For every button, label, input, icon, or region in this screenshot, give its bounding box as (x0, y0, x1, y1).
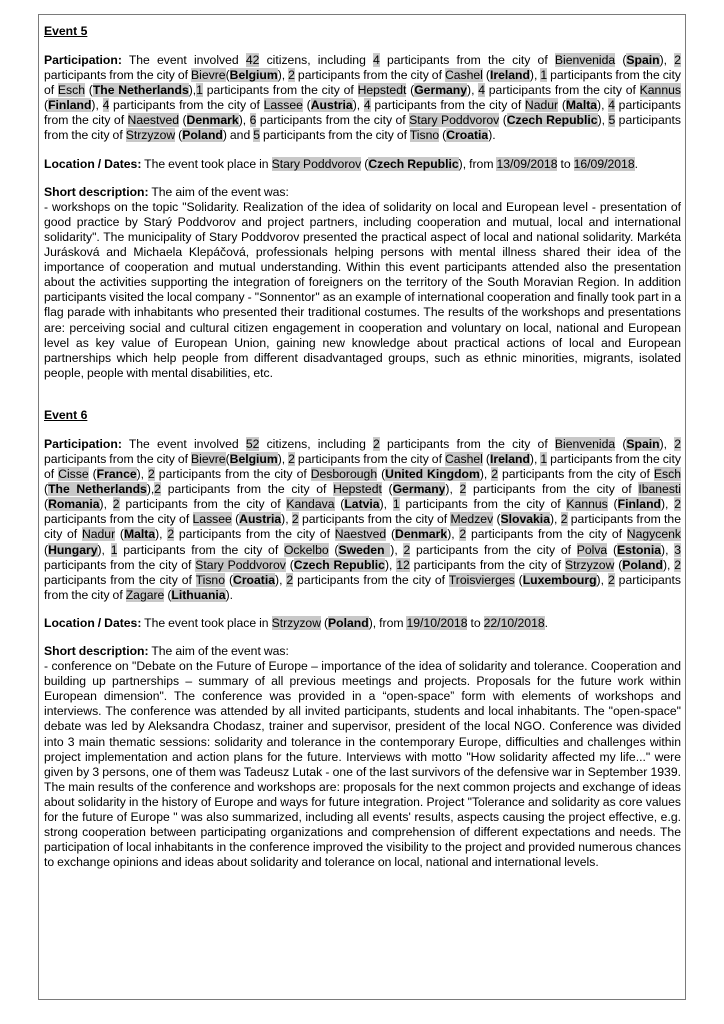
value-highlight: 2 (403, 542, 411, 557)
text-run: participants from the city of (466, 482, 639, 497)
text-run: ), (146, 482, 155, 497)
text-run: participants from the city of (44, 113, 681, 143)
description-paragraph (44, 185, 681, 381)
text-run: ( (386, 527, 396, 542)
value-highlight: 1 (540, 451, 548, 466)
text-run: ( (334, 497, 345, 512)
value-highlight: Bievre (191, 451, 226, 466)
document-frame (38, 14, 686, 1000)
text-run: ( (607, 542, 618, 557)
text-run: participants from the city of (44, 512, 681, 542)
value-highlight: Hepstedt (357, 83, 407, 98)
text-run: ), (597, 98, 609, 113)
value-highlight: 16/09/2018 (573, 156, 635, 171)
country-highlight: Poland (328, 615, 369, 630)
text-run: The event took place in (141, 156, 272, 171)
text-run: participants from the city of (161, 482, 334, 497)
value-highlight: 2 (674, 436, 681, 451)
text-run: ), (445, 482, 460, 497)
value-highlight: 6 (249, 113, 257, 128)
value-highlight: 2 (674, 497, 681, 512)
value-highlight: 2 (286, 572, 294, 587)
text-run: ), from (368, 615, 407, 630)
section-spacer (44, 394, 681, 408)
country-highlight: Sweden (338, 542, 391, 557)
text-run: ), (155, 527, 168, 542)
location-text (141, 157, 638, 171)
text-run: participants from the city of (410, 542, 577, 557)
text-run: participants from the city of (256, 113, 410, 128)
country-highlight: Belgium (229, 68, 278, 83)
value-highlight: Tisno (409, 128, 440, 143)
text-run: ). (225, 587, 234, 602)
text-run: participants from the city of (44, 512, 193, 527)
country-highlight: Denmark (395, 527, 448, 542)
value-highlight: 52 (245, 436, 260, 451)
text-run: ( (607, 497, 618, 512)
value-highlight: 2 (288, 451, 295, 466)
value-highlight: 5 (253, 128, 260, 143)
text-run: ( (44, 497, 49, 512)
text-run: ( (514, 572, 523, 587)
value-highlight: Kannus (566, 497, 608, 512)
text-run: ), (596, 572, 608, 587)
text-run: ), (390, 542, 404, 557)
value-highlight: Kannus (639, 83, 681, 98)
value-highlight: 2 (459, 527, 467, 542)
text-run: participants from the city of (109, 98, 264, 113)
value-highlight: Cashel (444, 68, 483, 83)
location-paragraph (44, 157, 681, 172)
text-run: The event took place in (141, 615, 272, 630)
value-highlight: Zagare (125, 587, 165, 602)
text-run: ( (482, 68, 490, 83)
value-highlight: 2 (154, 482, 162, 497)
description-paragraph (44, 644, 681, 870)
value-highlight: 42 (245, 53, 260, 67)
location-label: Location / Dates: (44, 156, 142, 171)
text-run: participants from the city of (44, 98, 682, 128)
country-highlight: France (96, 467, 137, 482)
description-label: Short description: (44, 184, 149, 199)
value-highlight: 2 (560, 512, 568, 527)
text-run: participants from the city of (399, 497, 567, 512)
text-run: participants from the city of (44, 68, 192, 83)
country-highlight: Malta (123, 527, 156, 542)
text-run: ( (88, 467, 97, 482)
value-highlight: Nagycenk (626, 527, 681, 542)
text-run: participants from the city of (44, 572, 682, 602)
text-run: ), (99, 497, 113, 512)
text-run: ), (661, 542, 675, 557)
text-run: participants from the city of (154, 467, 311, 482)
country-highlight: Croatia (233, 572, 276, 587)
country-highlight: Latvia (344, 497, 380, 512)
event-section (44, 408, 681, 871)
text-run: ), (97, 542, 111, 557)
value-highlight: 2 (459, 482, 467, 497)
text-run: ), (281, 512, 292, 527)
text-run: ), (659, 436, 675, 451)
text-run: ( (225, 451, 230, 466)
country-highlight: Poland (182, 128, 223, 143)
value-highlight: 2 (167, 527, 175, 542)
value-highlight: 4 (363, 98, 371, 113)
text-run: participants from the city of (370, 98, 525, 113)
text-run: ( (44, 98, 49, 113)
value-highlight: Lassee (263, 98, 303, 113)
country-highlight: Spain (626, 436, 660, 451)
value-highlight: Ockelbo (283, 542, 329, 557)
value-highlight: Strzyzow (271, 615, 321, 630)
text-run: participants from the city of (379, 436, 555, 451)
value-highlight: Cisse (58, 467, 89, 482)
country-highlight: Belgium (229, 451, 278, 466)
text-run: ( (285, 557, 294, 572)
value-highlight: Troisvierges (448, 572, 515, 587)
country-highlight: Hungary (48, 542, 98, 557)
text-run: ( (225, 572, 234, 587)
text-run: ( (377, 467, 386, 482)
text-run: participants from the city of (44, 572, 196, 587)
country-highlight: Germany (414, 83, 468, 98)
value-highlight: Nadur (524, 98, 559, 113)
value-highlight: 2 (148, 467, 155, 482)
description-text: - conference on "Debate on the Future of Europe – importance of the idea of solidarity and tolerance. Cooperation and building up partnerships – summary of all previous meetings and projects. Proposals for the future work within European dimension". The conference was provided in a “open-space” form with elements of workshops and interviews. The conference was attended by all invited participants, students and local inhabitants. The "open-space" debate was led by Aleksandra Chodasz, trainer and supervisor, president of the local NGO. Conference was divided into 3 main thematic sessions: solidarity and tolerance in the contemporary Europe, difficulties and challenges within project implementation and action plans for the future. Interviews with motto "How solidarity affected my life..." were given by 3 persons, one of them was Tadeusz Lutak - one of the last survivors of the defensive war in September 1939. The main results of the conference and workshops are: proposals for the next common projects and exchange of ideas about solidarity in the history of Europe and ways for future integration. Project "Tolerance and solidarity as core values for the future of Europe " was also summarized, including all events' results, aspects causing the project effective, e.g. strong cooperation between participating organizations and comprehension of different expectations and needs. The participation of local inhabitants in the conference improved the visibility to the project and provided numerous chances to exchange opinions and ideas about solidarity and tolerance on local, national and international levels. (44, 659, 681, 870)
country-highlight: Austria (310, 98, 353, 113)
text-run: participants from the city of (293, 572, 449, 587)
country-highlight: Lithuania (171, 587, 226, 602)
value-highlight: Kandava (286, 497, 335, 512)
text-run: ), (529, 451, 541, 466)
country-highlight: Austria (239, 512, 282, 527)
text-run: ). (488, 128, 496, 143)
value-highlight: 4 (102, 98, 110, 113)
text-run: The event involved (121, 53, 246, 67)
value-highlight: 4 (608, 98, 615, 113)
text-run: ( (482, 451, 490, 466)
country-highlight: Spain (626, 53, 660, 67)
text-run: ), (238, 113, 250, 128)
text-run: participants from the city of (409, 557, 565, 572)
text-run: ), (662, 557, 675, 572)
text-run: ), (275, 572, 287, 587)
value-highlight: 2 (288, 68, 295, 83)
country-highlight: Czech Republic (293, 557, 385, 572)
text-run: participants from the city of (44, 557, 196, 572)
text-run: ), (447, 527, 460, 542)
value-highlight: 1 (196, 83, 203, 98)
text-run: participants from the city of (466, 527, 627, 542)
text-run: ( (175, 128, 183, 143)
text-run: ( (615, 436, 627, 451)
location-label: Location / Dates: (44, 615, 142, 630)
event-title: Event 6 (44, 407, 88, 422)
value-highlight: Esch (57, 83, 86, 98)
text-run: ( (361, 156, 369, 171)
text-run: to (557, 156, 574, 171)
text-run: participants from the city of (498, 467, 654, 482)
value-highlight: Strzyzow (564, 557, 615, 572)
text-run: ( (164, 587, 172, 602)
text-run: ), (277, 451, 289, 466)
value-highlight: 22/10/2018 (483, 615, 545, 630)
value-highlight: Ibanesti (638, 482, 682, 497)
event-section (44, 24, 681, 381)
text-run: participants from the city of (174, 527, 335, 542)
text-run: participants from the city of (119, 497, 287, 512)
text-run: participants from the city of (485, 83, 640, 98)
text-run: citizens, including (259, 436, 374, 451)
text-run: ), (136, 467, 149, 482)
value-highlight: 13/09/2018 (496, 156, 558, 171)
text-run: ( (381, 482, 393, 497)
value-highlight: Medzev (450, 512, 494, 527)
text-run: ), (188, 83, 197, 98)
country-highlight: Slovakia (500, 512, 550, 527)
value-highlight: 2 (373, 436, 380, 451)
country-highlight: Czech Republic (506, 113, 598, 128)
text-run: participants from the city of (44, 68, 681, 98)
text-run: ( (328, 542, 339, 557)
text-run: participants from the city of (44, 451, 192, 466)
text-run: ( (558, 98, 566, 113)
text-run: ), (352, 98, 364, 113)
value-highlight: 4 (373, 53, 380, 67)
value-highlight: Desborough (310, 467, 378, 482)
value-highlight: 2 (491, 467, 499, 482)
participation-paragraph (44, 53, 681, 144)
text-run: ( (406, 83, 415, 98)
text-run: ( (493, 512, 501, 527)
value-highlight: Strzyzow (125, 128, 176, 143)
text-run: ( (179, 113, 187, 128)
text-run: ), (277, 68, 289, 83)
text-run: ( (44, 482, 49, 497)
country-highlight: Czech Republic (368, 156, 459, 171)
text-run: ( (615, 53, 627, 67)
text-run: participants from the city of (117, 542, 284, 557)
value-highlight: Bienvenida (554, 53, 616, 67)
value-highlight: 2 (291, 512, 299, 527)
text-run: participants from the city of (294, 68, 445, 83)
text-run: ( (321, 615, 329, 630)
text-run: ), (529, 68, 541, 83)
text-run: ), (597, 113, 609, 128)
country-highlight: Estonia (617, 542, 662, 557)
value-highlight: Bievre (191, 68, 226, 83)
text-run: ), (384, 557, 397, 572)
text-run: ), (659, 53, 675, 67)
value-highlight: Tisno (195, 572, 225, 587)
text-run: participants from the city of (294, 451, 445, 466)
text-run: ( (499, 113, 507, 128)
location-paragraph (44, 616, 681, 631)
value-highlight: 5 (608, 113, 616, 128)
text-run: participants from the city of (44, 451, 681, 482)
text-run: ), (91, 98, 103, 113)
description-intro: The aim of the event was: (148, 184, 289, 199)
country-highlight: United Kingdom (385, 467, 480, 482)
text-run: ), (549, 512, 561, 527)
country-highlight: Poland (622, 557, 663, 572)
text-run: ), (379, 497, 393, 512)
text-run: ), (660, 497, 675, 512)
value-highlight: Stary Poddvorov (195, 557, 286, 572)
description-intro: The aim of the event was: (148, 644, 289, 658)
value-highlight: 2 (607, 572, 615, 587)
value-highlight: 2 (674, 53, 681, 67)
value-highlight: 1 (392, 497, 400, 512)
value-highlight: Nadur (81, 527, 116, 542)
value-highlight: Cashel (444, 451, 483, 466)
text-run: ( (44, 542, 49, 557)
country-highlight: Finland (617, 497, 661, 512)
country-highlight: Germany (392, 482, 446, 497)
country-highlight: Finland (48, 98, 92, 113)
value-highlight: Esch (653, 467, 682, 482)
value-highlight: 4 (478, 83, 486, 98)
country-highlight: The Netherlands (92, 83, 189, 98)
text-run: ( (231, 512, 240, 527)
value-highlight: 2 (112, 497, 120, 512)
value-highlight: Naestved (127, 113, 180, 128)
value-highlight: 3 (674, 542, 682, 557)
participation-text (44, 437, 681, 602)
text-run: ( (302, 98, 311, 113)
text-run: . (544, 615, 549, 630)
value-highlight: Bienvenida (554, 436, 616, 451)
location-text (141, 616, 548, 630)
value-highlight: Stary Poddvorov (271, 156, 362, 171)
event-title: Event 5 (44, 24, 88, 38)
value-highlight: 1 (540, 68, 548, 83)
country-highlight: Ireland (489, 68, 530, 83)
text-run: participants from the city of (260, 128, 410, 143)
description-text: - workshops on the topic "Solidarity. Realization of the idea of solidarity on local and European level - presentation of good practice by Starý Poddvorov and project partners, including cooperation and mutual, local and international solidarity". The municipality of Stary Poddvorov presented the practical aspect of local and national solidarity. Markéta Jurásková and Michaela Klepáčová, professionals helping persons with mental illness shared their idea of the importance of cooperation and mutual understanding. Within this event participants attended also the presentation about the activities supporting the integration of foreigners on the territory of the South Moravian Region. In addition participants visited the local company - "Sonnentor" as an example of international cooperation and finally took part in a flag parade with inhabitants who presented their traditional costumes. The results of the workshops and presentations are: perceiving social and cultural citizen engagement in cooperation and voluntary on local, national and European level as key value of European Union, gaining new knowledge about practical actions of local and European partnerships which help people from different disadvantaged groups, such as ethnic minorities, migrants, isolated people, people with mental disabilities, etc. (44, 199, 681, 380)
text-run: ), (467, 83, 479, 98)
text-run: ) and (222, 128, 254, 143)
participation-paragraph (44, 437, 681, 603)
text-run: ), (479, 467, 492, 482)
text-run: participants from the city of (298, 512, 451, 527)
text-run: to (467, 615, 484, 630)
participation-label: Participation: (44, 53, 122, 67)
text-run: participants from the city of (379, 53, 555, 67)
country-highlight: Luxembourg (522, 572, 597, 587)
text-run: ( (225, 68, 230, 83)
value-highlight: 1 (110, 542, 118, 557)
country-highlight: Denmark (186, 113, 239, 128)
value-highlight: 12 (396, 557, 410, 572)
country-highlight: Romania (48, 497, 100, 512)
text-run: ), from (458, 156, 497, 171)
value-highlight: Polva (576, 542, 608, 557)
participation-text (44, 53, 681, 142)
value-highlight: 2 (674, 557, 682, 572)
text-run: ( (439, 128, 447, 143)
text-run: participants from the city of (202, 83, 358, 98)
value-highlight: Stary Poddvorov (409, 113, 500, 128)
value-highlight: 19/10/2018 (406, 615, 468, 630)
description-label: Short description: (44, 644, 149, 658)
text-run: ( (614, 557, 623, 572)
value-highlight: Lassee (192, 512, 232, 527)
value-highlight: Naestved (334, 527, 387, 542)
country-highlight: Croatia (446, 128, 489, 143)
country-highlight: Ireland (489, 451, 530, 466)
value-highlight: Hepstedt (333, 482, 382, 497)
country-highlight: Malta (565, 98, 598, 113)
text-run: ( (115, 527, 124, 542)
text-run: The event involved (121, 436, 246, 451)
text-run: . (634, 156, 638, 171)
text-run: ( (85, 83, 93, 98)
country-highlight: The Netherlands (48, 482, 147, 497)
participation-label: Participation: (44, 436, 122, 451)
text-run: citizens, including (259, 53, 374, 67)
